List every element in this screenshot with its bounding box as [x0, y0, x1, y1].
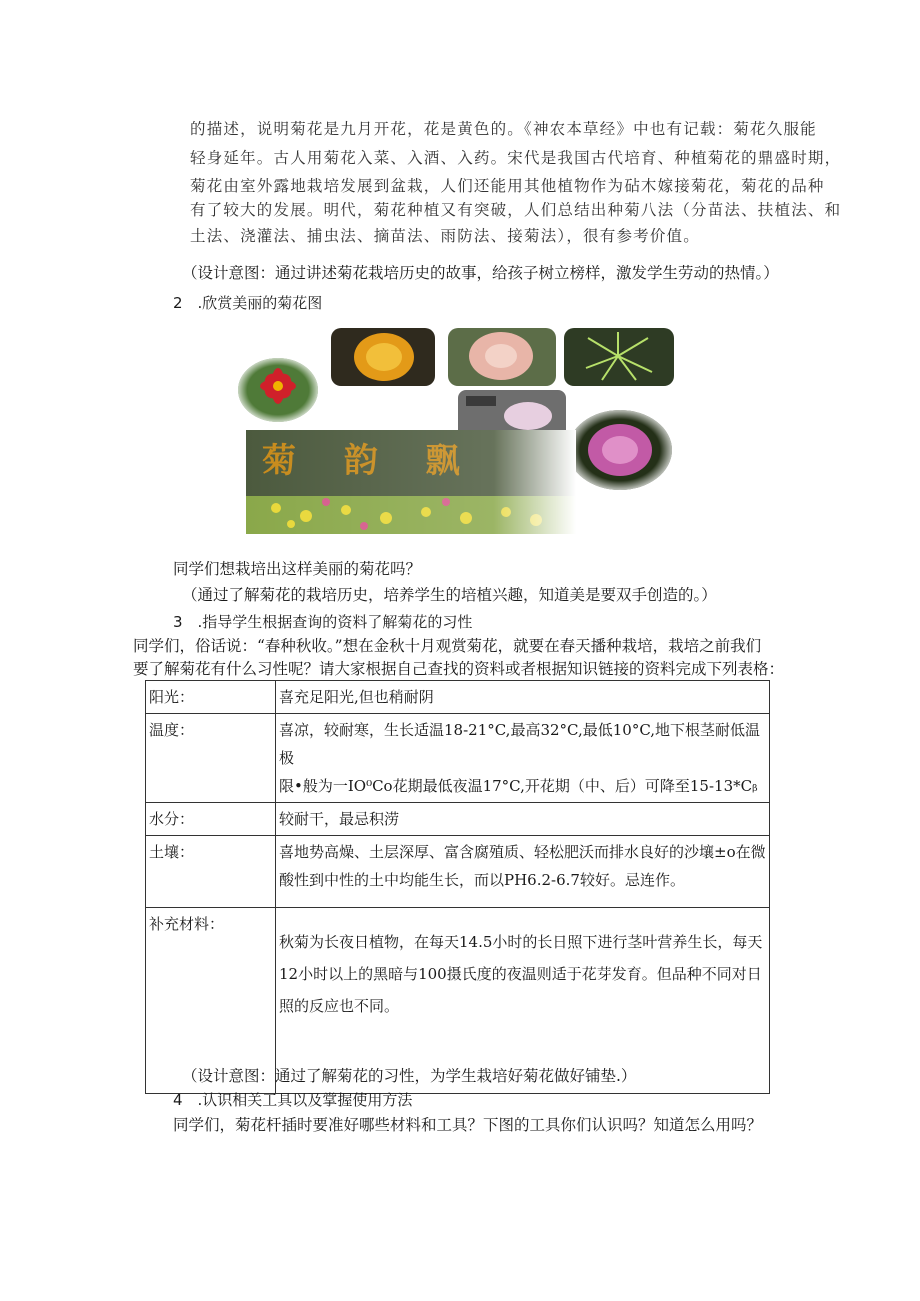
design-note: （通过了解菊花的栽培历史，培养学生的培植兴趣，知道美是要双手创造的。）	[182, 586, 717, 604]
intro-line: 的描述，说明菊花是九月开花，花是黄色的。《神农本草经》中也有记载：菊花久服能	[190, 120, 817, 138]
row-value: 较耐干，最忌积涝	[276, 803, 770, 836]
row-key: 温度：	[146, 714, 276, 803]
paragraph-line: 同学们，菊花杆插时要准好哪些材料和工具？下图的工具你们认识吗？知道怎么用吗？	[173, 1116, 763, 1134]
table-row	[146, 803, 770, 836]
table-row	[146, 681, 770, 714]
row-key: 阳光：	[146, 681, 276, 714]
intro-line: 轻身延年。古人用菊花入菜、入酒、入药。宋代是我国古代培育、种植菊花的鼎盛时期，	[190, 149, 842, 167]
design-note: （设计意图：通过了解菊花的习性，为学生栽培好菊花做好铺垫.）	[182, 1067, 637, 1085]
intro-line: 土法、浇灌法、捕虫法、摘苗法、雨防法、接菊法），很有参考价值。	[190, 227, 700, 245]
section-title: 3 .指导学生根据查询的资料了解菊花的习性	[173, 613, 473, 631]
row-value: 喜地势高燥、土层深厚、富含腐殖质、轻松肥沃而排水良好的沙壤±o在微 酸性到中性的土中均能生长，而以PH6.2-6.7较好。忌连作。	[276, 836, 770, 908]
row-value: 喜充足阳光,但也稍耐阴	[276, 681, 770, 714]
question-text: 同学们想栽培出这样美丽的菊花吗？	[173, 560, 422, 578]
row-key: 水分：	[146, 803, 276, 836]
table-row	[146, 714, 770, 803]
intro-line: 有了较大的发展。明代，菊花种植又有突破，人们总结出种菊八法（分苗法、扶植法、和	[190, 201, 842, 219]
section-title: 2 .欣赏美丽的菊花图	[173, 294, 323, 312]
chrysanthemum-habits-table	[145, 680, 770, 1094]
section-title: 4 .认识相关工具以及掌握使用方法	[173, 1091, 413, 1109]
intro-line: 菊花由室外露地栽培发展到盆栽，人们还能用其他植物作为砧木嫁接菊花，菊花的品种	[190, 177, 825, 195]
row-key: 土壤：	[146, 836, 276, 908]
row-key: 补充材料：	[146, 908, 276, 1094]
chrysanthemum-collage-image	[236, 326, 680, 536]
paragraph-line: 同学们，俗话说：“春种秋收。”想在金秋十月观赏菊花，就要在春天播种栽培，栽培之前我们	[133, 637, 762, 655]
row-value: 喜凉，较耐寒，生长适温18-21°C,最高32°C,最低10°C,地下根茎耐低温极 限•般为一IO⁰Co花期最低夜温17°C,开花期（中、后）可降至15-13*Cᵦ	[276, 714, 770, 803]
row-value: 秋菊为长夜日植物，在每天14.5小时的长日照下进行茎叶营养生长，每天 12小时以上的黑暗与100摄氏度的夜温则适于花芽发育。但品种不同对日 照的反应也不同。	[276, 908, 770, 1094]
design-note: （设计意图：通过讲述菊花栽培历史的故事，给孩子树立榜样，激发学生劳动的热情。）	[182, 264, 779, 282]
table-row	[146, 836, 770, 908]
paragraph-line: 要了解菊花有什么习性呢？请大家根据自己查找的资料或者根据知识链接的资料完成下列表格：	[133, 660, 785, 678]
